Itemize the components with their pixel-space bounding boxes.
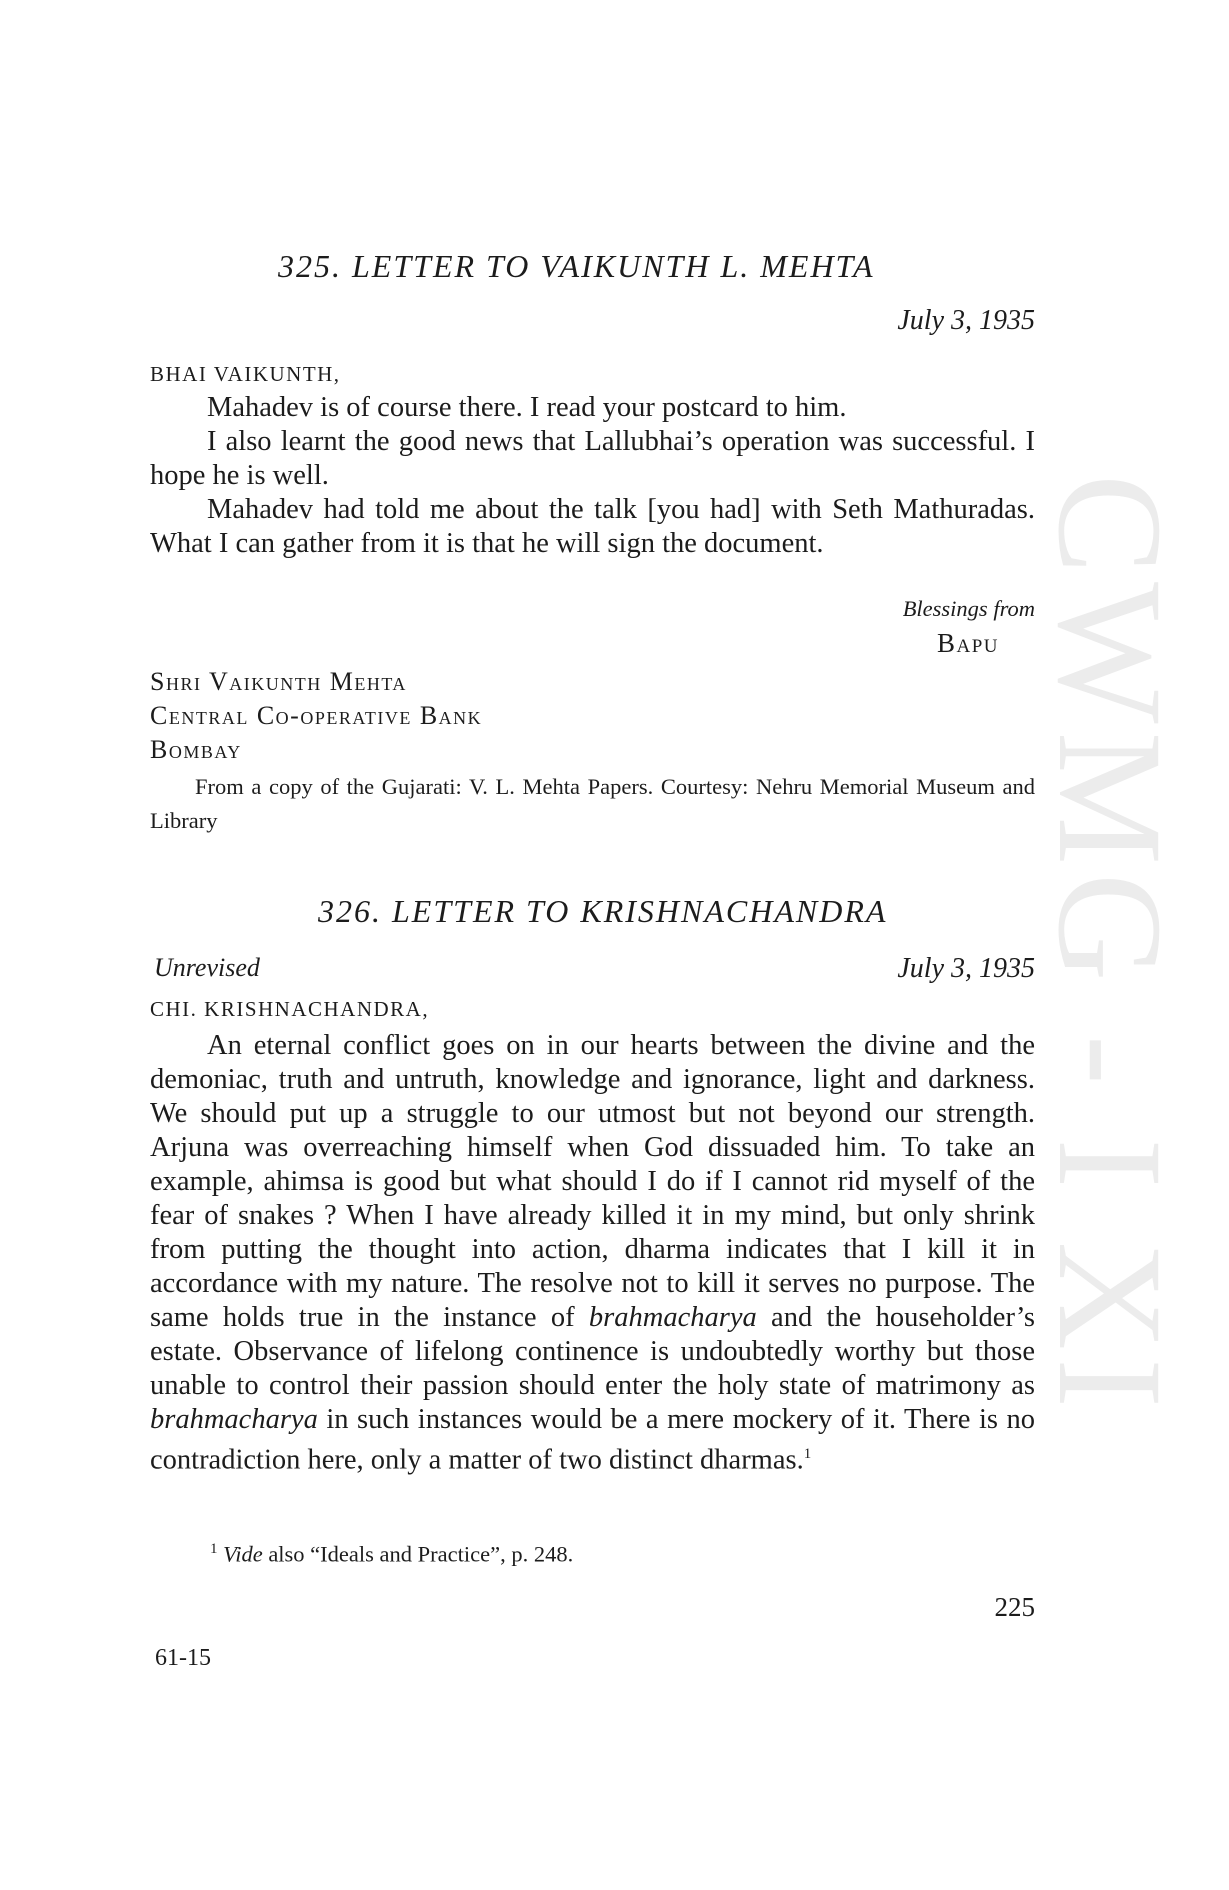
footnote (210, 1541, 573, 1568)
letter-1-source: From a copy of the Gujarati: V. L. Mehta Papers. Courtesy: Nehru Memorial Museum and Library (150, 774, 1035, 833)
letter-1-body (150, 391, 1035, 561)
letter-1-paragraph: Mahadev had told me about the talk [you had] with Seth Mathuradas. What I can gather from it is that he will sign the document. (150, 494, 1035, 559)
italic-term: brahmacharya (588, 1302, 757, 1333)
letter-2-date: July 3, 1935 (897, 953, 1035, 984)
letter-1-address (150, 665, 482, 767)
letter-2-salutation: CHI. KRISHNACHANDRA, (150, 997, 430, 1021)
address-line: Bombay (150, 735, 242, 764)
footnote-marker: 1 (210, 1541, 218, 1557)
letter-1-signature: Bapu (936, 628, 999, 658)
letter-1-heading: 325. LETTER TO VAIKUNTH L. MEHTA (278, 248, 875, 284)
body-text-segment: and the householder’s estate. Observance of lifelong continence is undoubtedly worthy but those unable to control their passion should enter the holy state of matrimony as (150, 1302, 1035, 1401)
italic-term: brahmacharya (150, 1404, 318, 1435)
address-line: Central Co-operative Bank (150, 701, 483, 730)
watermark-text: CWMG - I XI (1027, 473, 1193, 1417)
signature-mark: 61-15 (155, 1645, 211, 1671)
letter-2-heading: 326. LETTER TO KRISHNACHANDRA (318, 893, 888, 929)
letter-2-status: Unrevised (154, 953, 260, 982)
footnote-vide: Vide (223, 1541, 263, 1567)
letter-1-salutation: BHAI VAIKUNTH, (150, 362, 341, 386)
letter-2-body (150, 1029, 1035, 1478)
body-text-segment: in such instances would be a mere mockery of it. There is no contradiction here, only a matter of two distinct dharmas. (150, 1404, 1035, 1476)
page-number: 225 (994, 1592, 1035, 1622)
watermark (1027, 473, 1193, 1417)
letter-2-paragraph (150, 1029, 1035, 1478)
body-text-segment: An eternal conflict goes on in our hearts between the divine and the demoniac, truth and untruth, knowledge and ignorance, light and darkness. We should put up a struggle to our utmost but not beyond our strength. Arjuna was overreaching himself when God dissuaded him. To take an example, ahimsa is good but what should I do if I cannot rid myself of the fear of snakes ? When I have already killed it in my mind, but only shrink from putting the thought into action, dharma indicates that I kill it in accordance with my nature. The resolve not to kill it serves no purpose. The same holds true in the instance of (150, 1030, 1035, 1333)
footnote-text: also “Ideals and Practice”, p. 248. (262, 1541, 574, 1567)
letter-1-paragraph: Mahadev is of course there. I read your postcard to him. (207, 392, 847, 423)
footnote-reference: 1 (803, 1446, 812, 1462)
address-line: Shri Vaikunth Mehta (150, 667, 407, 696)
letter-1-paragraph: I also learnt the good news that Lallubhai’s operation was successful. I hope he is well. (150, 426, 1035, 491)
letter-1-date: July 3, 1935 (897, 305, 1035, 336)
letter-1-closing: Blessings from (902, 596, 1035, 621)
